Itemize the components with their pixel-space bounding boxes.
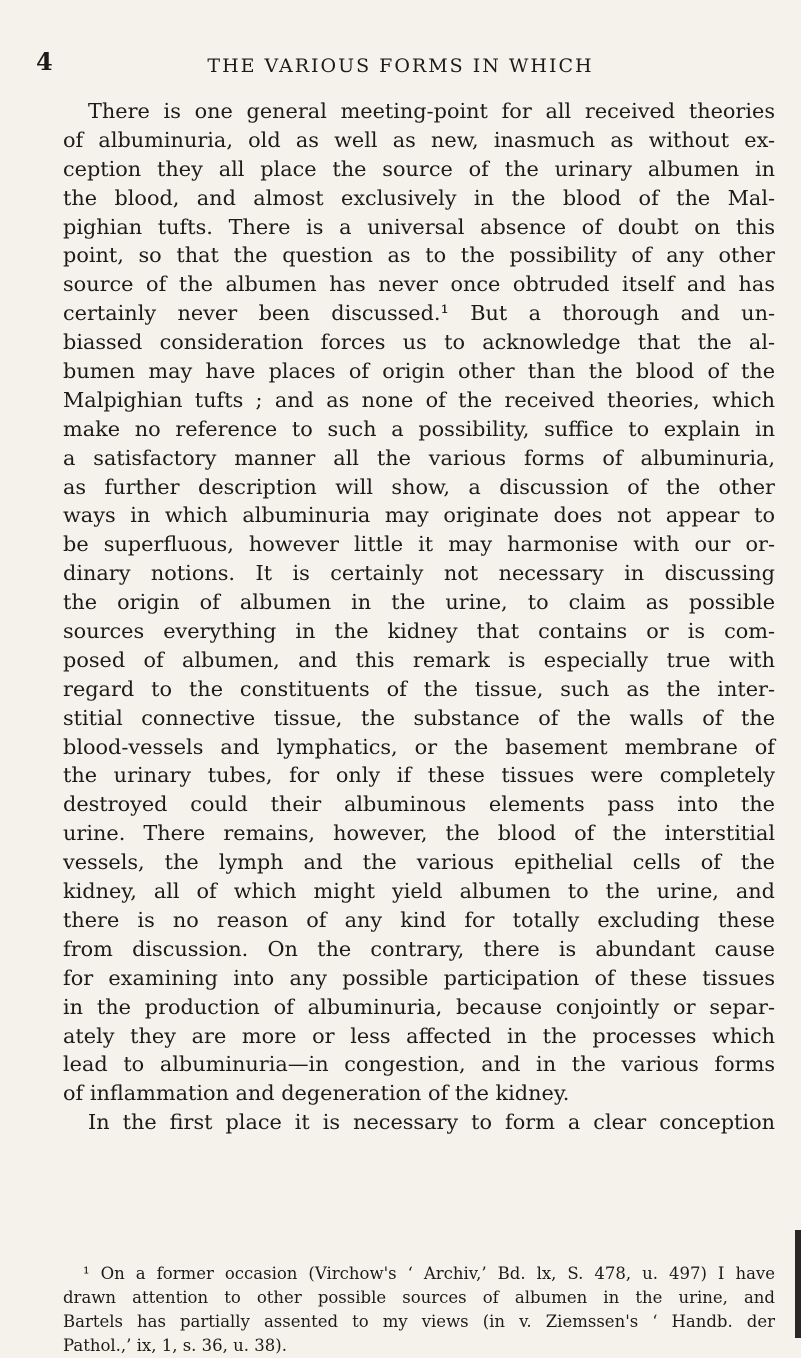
footnotes [63,1262,775,1358]
body-line: a satisfactory manner all the various forms of albuminuria, [63,445,775,470]
body-line: from discussion. On the contrary, there is abundant cause [63,936,775,961]
body-line: point, so that the question as to the possibility of any other [63,243,775,268]
body-line: sources everything in the kidney that contains or is com- [63,619,775,644]
body-line: destroyed could their albuminous elements pass into the [63,792,775,817]
footnote-line: ¹ On a former occasion (Virchow's ‘ Archiv,’ Bd. lx, S. 478, u. 497) I have [83,1264,775,1283]
body-line: vessels, the lymph and the various epithelial cells of the [63,850,775,875]
page-edge-shadow [795,1230,801,1338]
body-line: the origin of albumen in the urine, to claim as possible [63,590,775,615]
page-number: 4 [36,47,53,76]
running-head: THE VARIOUS FORMS IN WHICH [207,55,594,77]
body-line: bumen may have places of origin other than the blood of the [63,359,775,384]
body-line: as further description will show, a discussion of the other [63,474,775,499]
body-line: posed of albumen, and this remark is especially true with [63,647,775,672]
body-line: there is no reason of any kind for totally excluding these [63,907,775,932]
body-line: make no reference to such a possibility, suffice to explain in [63,416,775,441]
body-line: There is one general meeting-point for all received theories [88,99,775,123]
body-line: the blood, and almost exclusively in the blood of the Mal- [63,185,775,210]
body-line: dinary notions. It is certainly not necessary in discussing [63,561,775,586]
body-line: be superfluous, however little it may harmonise with our or- [63,532,775,557]
body-line: certainly never been discussed.¹ But a thorough and un- [63,301,775,326]
body-line: for examining into any possible participation of these tissues [63,965,775,990]
body-line: ways in which albuminuria may originate does not appear to [63,503,775,528]
body-line: in the production of albuminuria, because conjointly or separ- [63,994,775,1019]
body-line: of albuminuria, old as well as new, inasmuch as without ex- [63,127,775,152]
body-line: kidney, all of which might yield albumen to the urine, and [63,879,775,904]
footnote-line: drawn attention to other possible sources of albumen in the urine, and [63,1288,775,1307]
footnote-line: Bartels has partially assented to my views (in v. Ziemssen's ‘ Handb. der [63,1312,775,1331]
body-line: stitial connective tissue, the substance of the walls of the [63,705,775,730]
body-line: the urinary tubes, for only if these tissues were completely [63,763,775,788]
body-line: source of the albumen has never once obtruded itself and has [63,272,775,297]
body-line: blood-vessels and lymphatics, or the basement membrane of [63,734,775,759]
body-line: In the first place it is necessary to form a clear conception [88,1110,775,1135]
body-line: urine. There remains, however, the blood of the interstitial [63,821,775,846]
body-line: of inflammation and degeneration of the kidney. [63,1081,570,1106]
body-line: pighian tufts. There is a universal absence of doubt on this [63,214,775,239]
footnote-line: Pathol.,’ ix, 1, s. 36, u. 38). [63,1336,287,1355]
body-line: ception they all place the source of the urinary albumen in [63,156,775,181]
body-line: ately they are more or less affected in the processes which [63,1023,775,1048]
body-line: biassed consideration forces us to acknowledge that the al- [63,330,775,355]
body-text [63,97,775,1137]
body-line: Malpighian tufts ; and as none of the received theories, which [63,387,775,412]
body-line: lead to albuminuria—in congestion, and in the various forms [63,1052,775,1077]
body-line: regard to the constituents of the tissue, such as the inter- [63,676,775,701]
